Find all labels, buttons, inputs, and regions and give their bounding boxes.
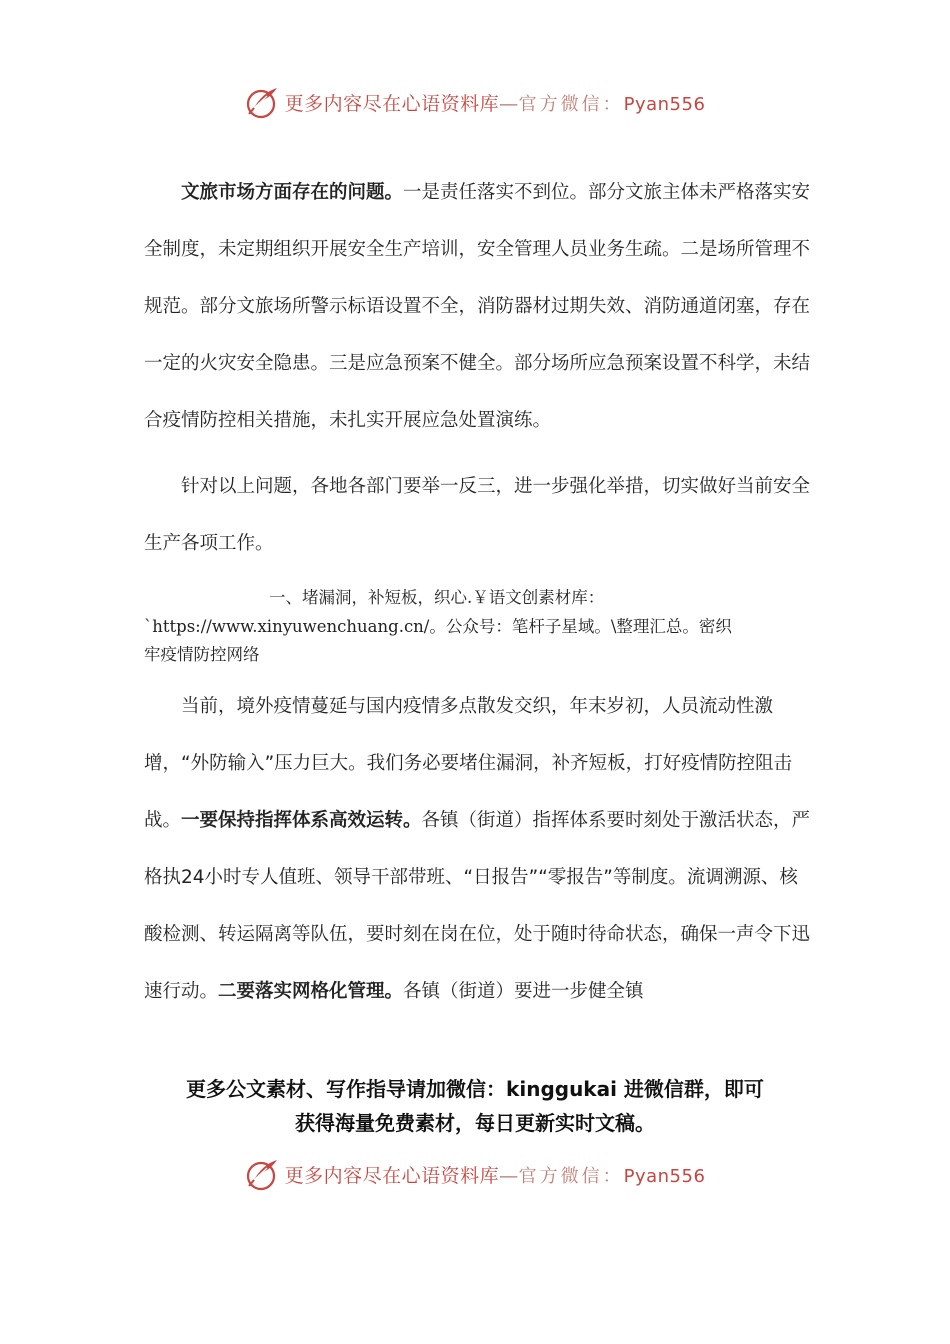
footer-note-line-1: 更多公文素材、写作指导请加微信：kinggukai 进微信群，即可 — [186, 1077, 764, 1101]
footer-note-line-2: 获得海量免费素材，每日更新实时文稿。 — [295, 1111, 655, 1135]
heading-line-1-text: 一、堵漏洞，补短板，织心.￥语文创素材库： — [269, 588, 605, 607]
paragraph-epidemic — [144, 678, 816, 1020]
quill-pen-logo-icon — [245, 1156, 281, 1192]
section-epidemic-prevention — [144, 678, 816, 1020]
banner-text — [285, 89, 706, 116]
paragraph-text-2: 各镇（街道）指挥体系要时刻处于激活状态，严格执24小时专人值班、领导干部带班、“日报告”“零报告”等制度。流调溯源、核酸检测、转运隔离等队伍，要时刻在岗在位，处于随时待命状态，确保一声令下迅速行动。 — [144, 810, 811, 1002]
heading-line-3: 牢疫情防控网络 — [144, 645, 260, 664]
banner-wechat-id: Pyan556 — [623, 1165, 706, 1187]
paragraph-bold-1: 一要保持指挥体系高效运转。 — [181, 810, 422, 831]
header-banner — [0, 84, 950, 120]
heading-line-1 — [144, 584, 816, 613]
banner-main: 更多内容尽在心语资料库 — [284, 1164, 500, 1187]
banner-separator: — — [499, 1164, 519, 1187]
section-response — [144, 458, 816, 572]
heading-line-2: `https://www.xinyuwenchuang.cn/。公众号：笔杆子星域。\整理汇总。密织 — [144, 616, 732, 636]
paragraph-body: 一是责任落实不到位。部分文旅主体未严格落实安全制度，未定期组织开展安全生产培训，安全管理人员业务生疏。二是场所管理不规范。部分文旅场所警示标语设置不全，消防器材过期失效、消防通道闭塞，存在一定的火灾安全隐患。三是应急预案不健全。部分场所应急预案设置不科学，未结合疫情防控相关措施，未扎实开展应急处置演练。 — [144, 182, 811, 431]
paragraph-heading: 文旅市场方面存在的问题。 — [181, 182, 404, 203]
banner-text — [285, 1161, 706, 1188]
banner-label: 官方微信： — [518, 1165, 624, 1187]
paragraph-text-3: 各镇（街道）要进一步健全镇 — [403, 981, 644, 1002]
banner-label: 官方微信： — [518, 93, 624, 115]
quill-pen-logo-icon — [245, 84, 281, 120]
banner-wechat-id: Pyan556 — [623, 93, 706, 115]
footer-promo-note — [100, 1072, 850, 1140]
paragraph-problems — [144, 164, 816, 449]
section-heading-block — [144, 584, 816, 670]
section-culture-tourism-problems — [144, 164, 816, 449]
paragraph-bold-2: 二要落实网格化管理。 — [218, 981, 404, 1002]
paragraph-response: 针对以上问题，各地各部门要举一反三，进一步强化举措，切实做好当前安全生产各项工作。 — [144, 476, 811, 554]
paragraph-text-1: 当前，境外疫情蔓延与国内疫情多点散发交织，年末岁初，人员流动性激增，“外防输入”压力巨大。我们务必要堵住漏洞，补齐短板，打好疫情防控阻击战。 — [144, 696, 793, 831]
banner-separator: — — [499, 92, 519, 115]
footer-banner — [0, 1156, 950, 1192]
banner-main: 更多内容尽在心语资料库 — [284, 92, 500, 115]
